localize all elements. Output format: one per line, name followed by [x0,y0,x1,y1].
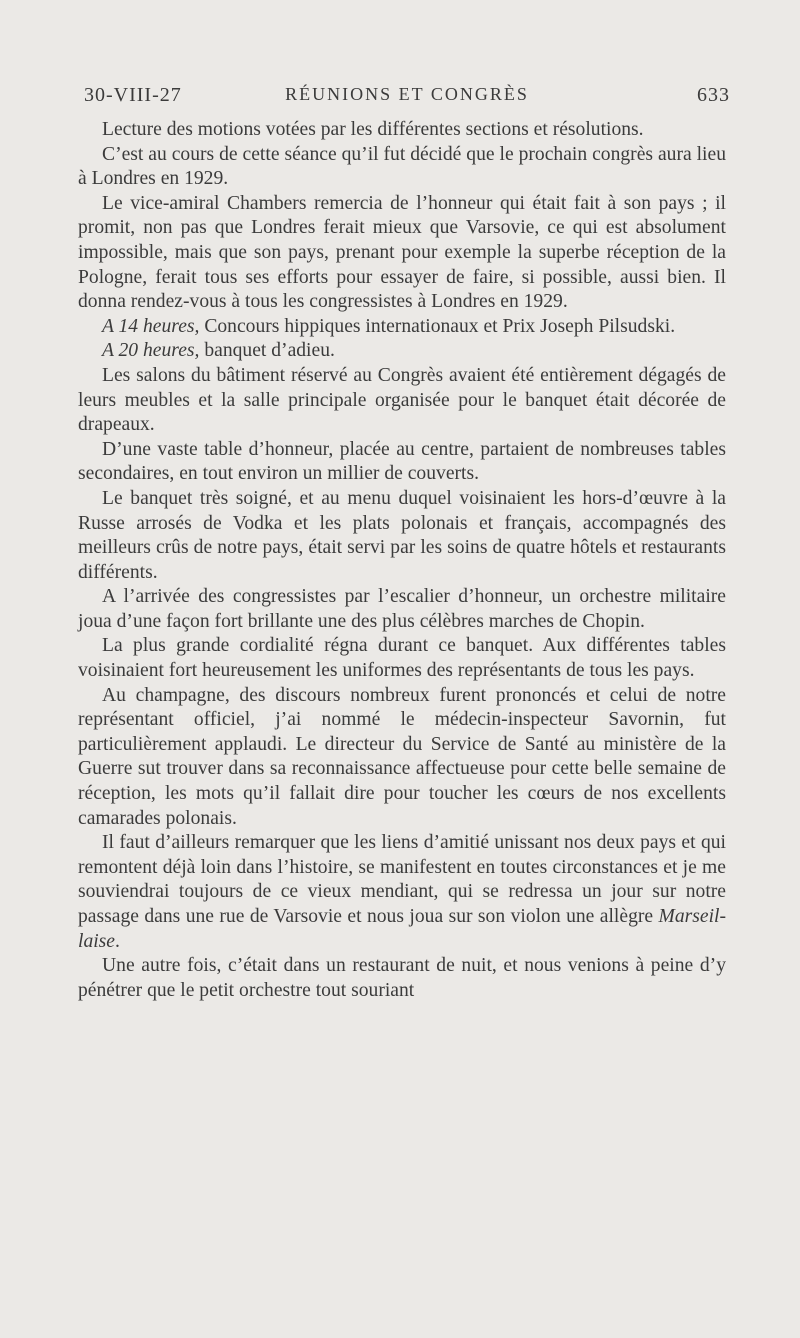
paragraph: Une autre fois, c’était dans un restaurant de nuit, et nous venions à peine d’y pénétrer que le petit orchestre tout souriant [78,955,726,1001]
italic-title: Marseillaise [78,906,726,952]
body-text [78,118,726,1003]
paragraph: Le banquet très soigné, et au menu duquel voisinaient les hors-d’œuvre à la Russe arrosés de Vodka et les plats polonais et français, accompagnés des meilleurs crûs de notre pays, était servi par les soins de quatre hôtels et restaurants différents. [78,487,726,583]
paragraph: Au champagne, des discours nombreux furent prononcés et celui de notre représentant officiel, j’ai nommé le médecin-inspecteur Savornin, fut particulièrement applaudi. Le directeur du Service de Santé au ministère de la Guerre sut trouver dans sa reconnaissance affectueuse pour cette belle semaine de réception, les mots qu’il fallait dire pour toucher les cœurs de nos excellents camarades polonais. [78,684,726,829]
running-head [84,84,730,112]
paragraph: D’une vaste table d’honneur, placée au centre, partaient de nombreuses tables secondaires, en tout environ un millier de couverts. [78,438,726,485]
paragraph: A l’arrivée des congressistes par l’escalier d’honneur, un orchestre militaire joua d’une façon fort brillante une des plus célèbres marches de Chopin. [78,586,726,632]
header-date: 30-VIII-27 [84,84,182,106]
paragraph: A 14 heures, Concours hippiques internationaux et Prix Joseph Pilsudski. [102,315,676,337]
time-label: A 20 heures, [102,340,200,362]
paragraph: A 20 heures, banquet d’adieu. [102,340,335,362]
paragraph: C’est au cours de cette séance qu’il fut décidé que le prochain congrès aura lieu à Londres en 1929. [78,143,726,190]
paragraph: La plus grande cordialité régna durant ce banquet. Aux différentes tables voisinaient fort heureusement les uniformes des représentants de tous les pays. [78,635,726,682]
paragraph: Il faut d’ailleurs remarquer que les liens d’amitié unissant nos deux pays et qui remontent déjà loin dans l’histoire, se manifestent en toutes circonstances et je me souviendrai toujours de ce vieux mendiant, qui se redressa un jour sur notre passage dans une rue de Varsovie et nous joua sur son violon une allègre Marseillaise. [78,832,726,952]
paragraph: Le vice-amiral Chambers remercia de l’honneur qui était fait à son pays ; il promit, non pas que Londres ferait mieux que Varsovie, ce qui est absolument impossible, mais que son pays, prenant pour exemple la superbe réception de la Pologne, ferait tous ses efforts pour essayer de faire, si possible, aussi bien. Il donna rendez-vous à tous les congressistes à Londres en 1929. [78,192,726,313]
paragraph: Lecture des motions votées par les différentes sections et résolutions. [102,119,644,140]
paragraph: Les salons du bâtiment réservé au Congrès avaient été entièrement dégagés de leurs meubles et la salle principale organisée pour le banquet était décorée de drapeaux. [78,364,726,436]
time-label: A 14 heures, [102,315,200,337]
header-section-title: RÉUNIONS ET CONGRÈS [285,84,529,104]
page-number: 633 [697,84,730,106]
